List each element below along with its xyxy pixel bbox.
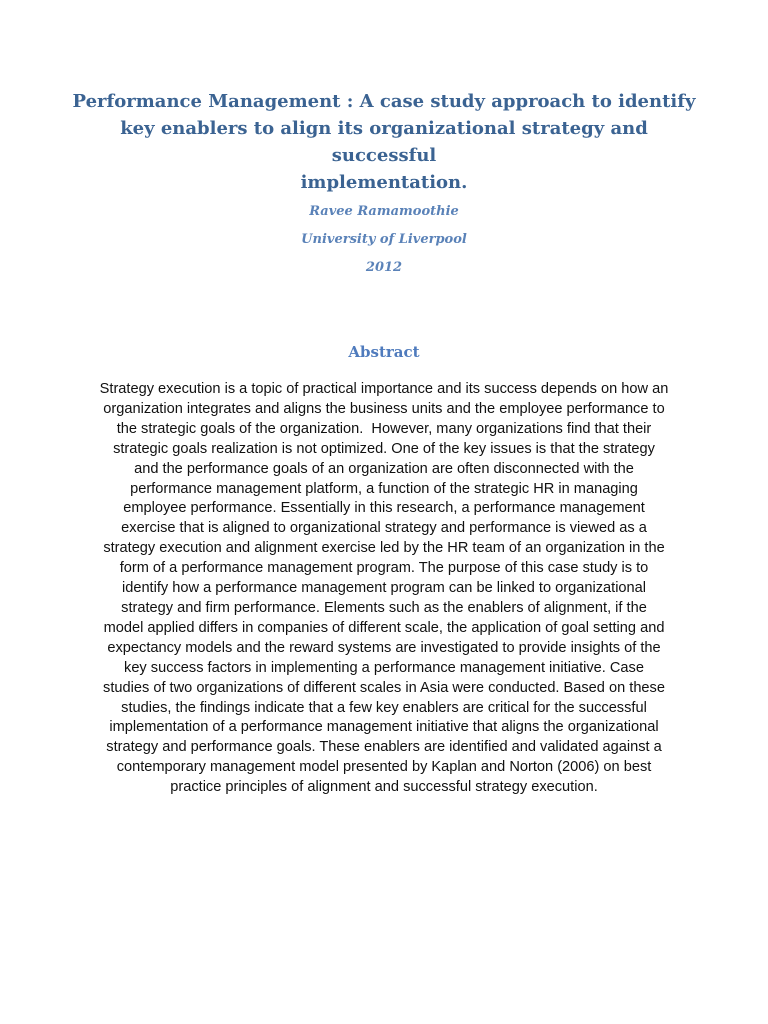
- abstract-line: studies, the findings indicate that a few key enablers are critical for the successful: [121, 699, 647, 716]
- publication-year: 2012: [365, 260, 403, 275]
- title-line: Performance Management : A case study approach to identify: [72, 91, 696, 112]
- title-line: implementation.: [300, 172, 468, 193]
- abstract-line: form of a performance management program. The purpose of this case study is to: [119, 560, 649, 577]
- abstract-line: strategy and firm performance. Elements such as the enablers of alignment, if the: [121, 599, 647, 616]
- title-line: key enablers to align its organizational strategy and successful: [120, 118, 648, 166]
- abstract-line: implementation of a performance management initiative that aligns the organizational: [109, 719, 659, 736]
- abstract-line: organization integrates and aligns the business units and the employee performance to: [103, 400, 665, 417]
- abstract-line: performance management platform, a function of the strategic HR in managing: [130, 480, 638, 497]
- abstract-line: practice principles of alignment and successful strategy execution.: [170, 779, 598, 796]
- abstract-line: Strategy execution is a topic of practical importance and its success depends on how an: [99, 381, 669, 397]
- abstract-heading: Abstract: [348, 343, 420, 361]
- abstract-line: model applied differs in companies of different scale, the application of goal setting and: [103, 619, 665, 636]
- abstract-body: [88, 380, 680, 798]
- abstract-line: strategy execution and alignment exercise led by the HR team of an organization in the: [103, 540, 665, 557]
- abstract-line: employee performance. Essentially in this research, a performance management: [123, 500, 645, 517]
- author-affiliation: University of Liverpool: [301, 232, 467, 247]
- abstract-line: studies of two organizations of different scales in Asia were conducted. Based on these: [103, 679, 665, 696]
- paper-title: [70, 88, 698, 196]
- abstract-line: contemporary management model presented by Kaplan and Norton (2006) on best: [116, 759, 652, 776]
- abstract-line: key success factors in implementing a performance management initiative. Case: [124, 659, 644, 676]
- abstract-line: identify how a performance management program can be linked to organizational: [121, 580, 647, 597]
- abstract-line: strategic goals realization is not optimized. One of the key issues is that the strategy: [113, 440, 655, 457]
- author-name: Ravee Ramamoothie: [309, 204, 459, 219]
- abstract-line: exercise that is aligned to organizational strategy and performance is viewed as a: [121, 520, 647, 537]
- abstract-line: expectancy models and the reward systems are investigated to provide insights of the: [107, 639, 661, 656]
- abstract-line: the strategic goals of the organization. However, many organizations find that their: [116, 420, 652, 437]
- abstract-line: and the performance goals of an organization are often disconnected with the: [134, 460, 634, 477]
- abstract-line: strategy and performance goals. These enablers are identified and validated against a: [106, 739, 662, 756]
